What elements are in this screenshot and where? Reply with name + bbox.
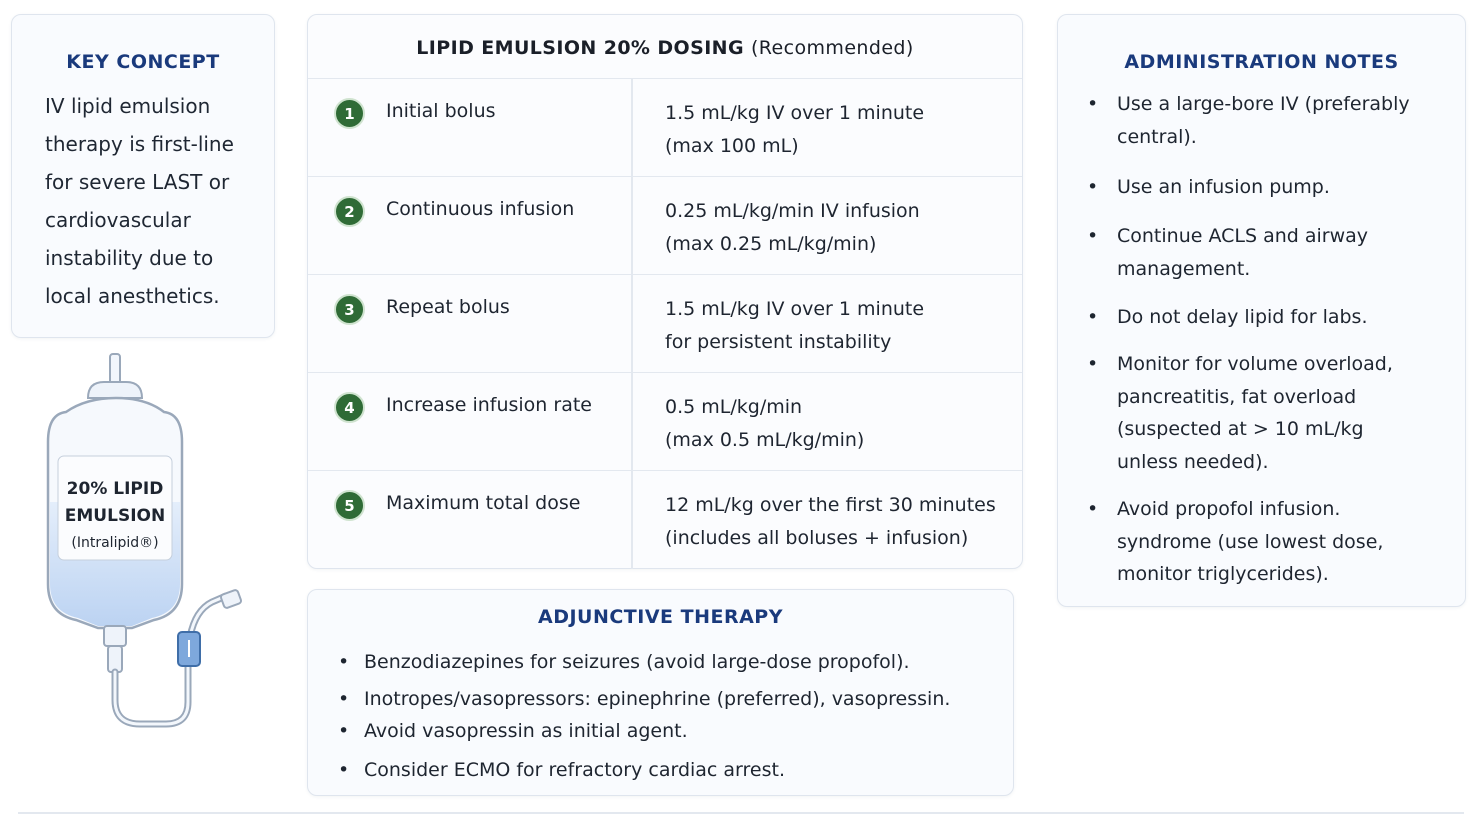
step-dose-line: 12 mL/kg over the first 30 minutes bbox=[665, 494, 996, 516]
step-dose-line: (max 0.5 mL/kg/min) bbox=[665, 429, 865, 451]
administration-note bbox=[1087, 301, 1447, 334]
step-dose-line: 1.5 mL/kg IV over 1 minute bbox=[665, 298, 925, 320]
key-concept-line: therapy is first-line bbox=[45, 132, 234, 156]
key-concept-card bbox=[11, 14, 275, 338]
bullet-icon: • bbox=[1087, 225, 1099, 247]
adjunctive-item-text: Consider ECMO for refractory cardiac arrest. bbox=[364, 759, 786, 781]
adjunctive-therapy-card bbox=[307, 589, 1014, 796]
adjunctive-item-text: Inotropes/vasopressors: epinephrine (preferred), vasopressin. bbox=[364, 688, 951, 710]
bottom-divider bbox=[18, 812, 1464, 814]
note-line: management. bbox=[1117, 257, 1251, 280]
bullet-icon: • bbox=[338, 720, 350, 742]
iv-bag-icon bbox=[36, 352, 246, 732]
administration-notes-card bbox=[1057, 14, 1466, 607]
iv-bag-illustration bbox=[36, 352, 246, 732]
adjunctive-title: ADJUNCTIVE THERAPY bbox=[537, 606, 783, 628]
dosing-row bbox=[308, 79, 1022, 177]
bullet-icon: • bbox=[338, 651, 350, 673]
step-dose-line: (max 0.25 mL/kg/min) bbox=[665, 233, 877, 255]
administration-note bbox=[1087, 493, 1447, 591]
step-label: Increase infusion rate bbox=[386, 394, 592, 416]
note-line: Monitor for volume overload, bbox=[1117, 353, 1393, 375]
note-line: central). bbox=[1117, 125, 1197, 148]
step-dose bbox=[665, 391, 864, 457]
dosing-title-main: LIPID EMULSION 20% DOSING bbox=[416, 37, 744, 59]
step-dose-line: 0.5 mL/kg/min bbox=[665, 396, 803, 418]
key-concept-line: for severe LAST or bbox=[45, 170, 230, 194]
step-number-badge: 1 bbox=[334, 98, 365, 129]
administration-notes-title: ADMINISTRATION NOTES bbox=[1124, 51, 1399, 73]
adjunctive-item bbox=[338, 688, 951, 710]
dosing-card bbox=[307, 14, 1023, 569]
dosing-title bbox=[308, 15, 1022, 79]
column-divider bbox=[631, 177, 633, 274]
step-dose-line: 0.25 mL/kg/min IV infusion bbox=[665, 200, 920, 222]
note-line: (suspected at > 10 mL/kg bbox=[1117, 418, 1364, 440]
column-divider bbox=[631, 373, 633, 470]
dosing-row bbox=[308, 177, 1022, 275]
step-dose-line: 1.5 mL/kg IV over 1 minute bbox=[665, 102, 925, 124]
note-line: monitor triglycerides). bbox=[1117, 563, 1329, 585]
note-line: Avoid propofol infusion. bbox=[1117, 498, 1341, 520]
column-divider bbox=[631, 275, 633, 372]
step-dose bbox=[665, 489, 996, 555]
note-line: unless needed). bbox=[1117, 450, 1269, 473]
key-concept-title: KEY CONCEPT bbox=[66, 51, 220, 73]
step-dose-line: (max 100 mL) bbox=[665, 135, 799, 157]
key-concept-line: cardiovascular bbox=[45, 208, 191, 232]
bullet-icon: • bbox=[1087, 93, 1099, 115]
step-dose bbox=[665, 195, 920, 261]
note-line: Use an infusion pump. bbox=[1117, 176, 1330, 198]
bullet-icon: • bbox=[1087, 498, 1099, 520]
iv-bag-label-line2: EMULSION bbox=[64, 506, 166, 526]
note-line: Use a large-bore IV (preferably bbox=[1117, 93, 1410, 115]
iv-bag-label-line3: (Intralipid®) bbox=[71, 535, 159, 551]
key-concept-line: instability due to bbox=[45, 246, 214, 270]
step-label: Repeat bolus bbox=[386, 296, 510, 318]
adjunctive-item bbox=[338, 759, 786, 781]
step-dose-line: (includes all boluses + infusion) bbox=[665, 527, 969, 549]
step-label: Maximum total dose bbox=[386, 492, 581, 514]
adjunctive-item bbox=[338, 720, 688, 742]
note-line: Do not delay lipid for labs. bbox=[1117, 306, 1368, 328]
bullet-icon: • bbox=[338, 688, 350, 710]
column-divider bbox=[631, 79, 633, 176]
step-number-badge: 3 bbox=[334, 294, 365, 325]
dosing-row bbox=[308, 275, 1022, 373]
step-number-badge: 5 bbox=[334, 490, 365, 521]
note-line: Continue ACLS and airway bbox=[1117, 225, 1369, 247]
column-divider bbox=[631, 471, 633, 569]
key-concept-line: IV lipid emulsion bbox=[45, 94, 211, 118]
iv-bag-label-line1: 20% LIPID bbox=[66, 479, 164, 499]
dosing-row bbox=[308, 373, 1022, 471]
bullet-icon: • bbox=[338, 759, 350, 781]
bullet-icon: • bbox=[1087, 306, 1099, 328]
step-label: Continuous infusion bbox=[386, 198, 575, 220]
dosing-title-suffix: (Recommended) bbox=[750, 37, 914, 59]
step-dose bbox=[665, 293, 924, 359]
step-dose-line: for persistent instability bbox=[665, 331, 892, 353]
administration-note bbox=[1087, 348, 1447, 478]
note-line: pancreatitis, fat overload bbox=[1117, 385, 1357, 408]
step-dose bbox=[665, 97, 924, 163]
bullet-icon: • bbox=[1087, 176, 1099, 198]
step-number-badge: 4 bbox=[334, 392, 365, 423]
adjunctive-item-text: Avoid vasopressin as initial agent. bbox=[364, 720, 688, 742]
step-label: Initial bolus bbox=[386, 100, 496, 122]
adjunctive-item bbox=[338, 651, 910, 673]
key-concept-text bbox=[45, 87, 254, 315]
administration-note bbox=[1087, 171, 1447, 204]
note-line: syndrome (use lowest dose, bbox=[1117, 530, 1384, 553]
administration-note bbox=[1087, 220, 1447, 285]
adjunctive-item-text: Benzodiazepines for seizures (avoid large-dose propofol). bbox=[364, 651, 910, 673]
administration-note bbox=[1087, 88, 1447, 153]
dosing-row bbox=[308, 471, 1022, 569]
bullet-icon: • bbox=[1087, 353, 1099, 375]
step-number-badge: 2 bbox=[334, 196, 365, 227]
key-concept-line: local anesthetics. bbox=[45, 284, 220, 308]
